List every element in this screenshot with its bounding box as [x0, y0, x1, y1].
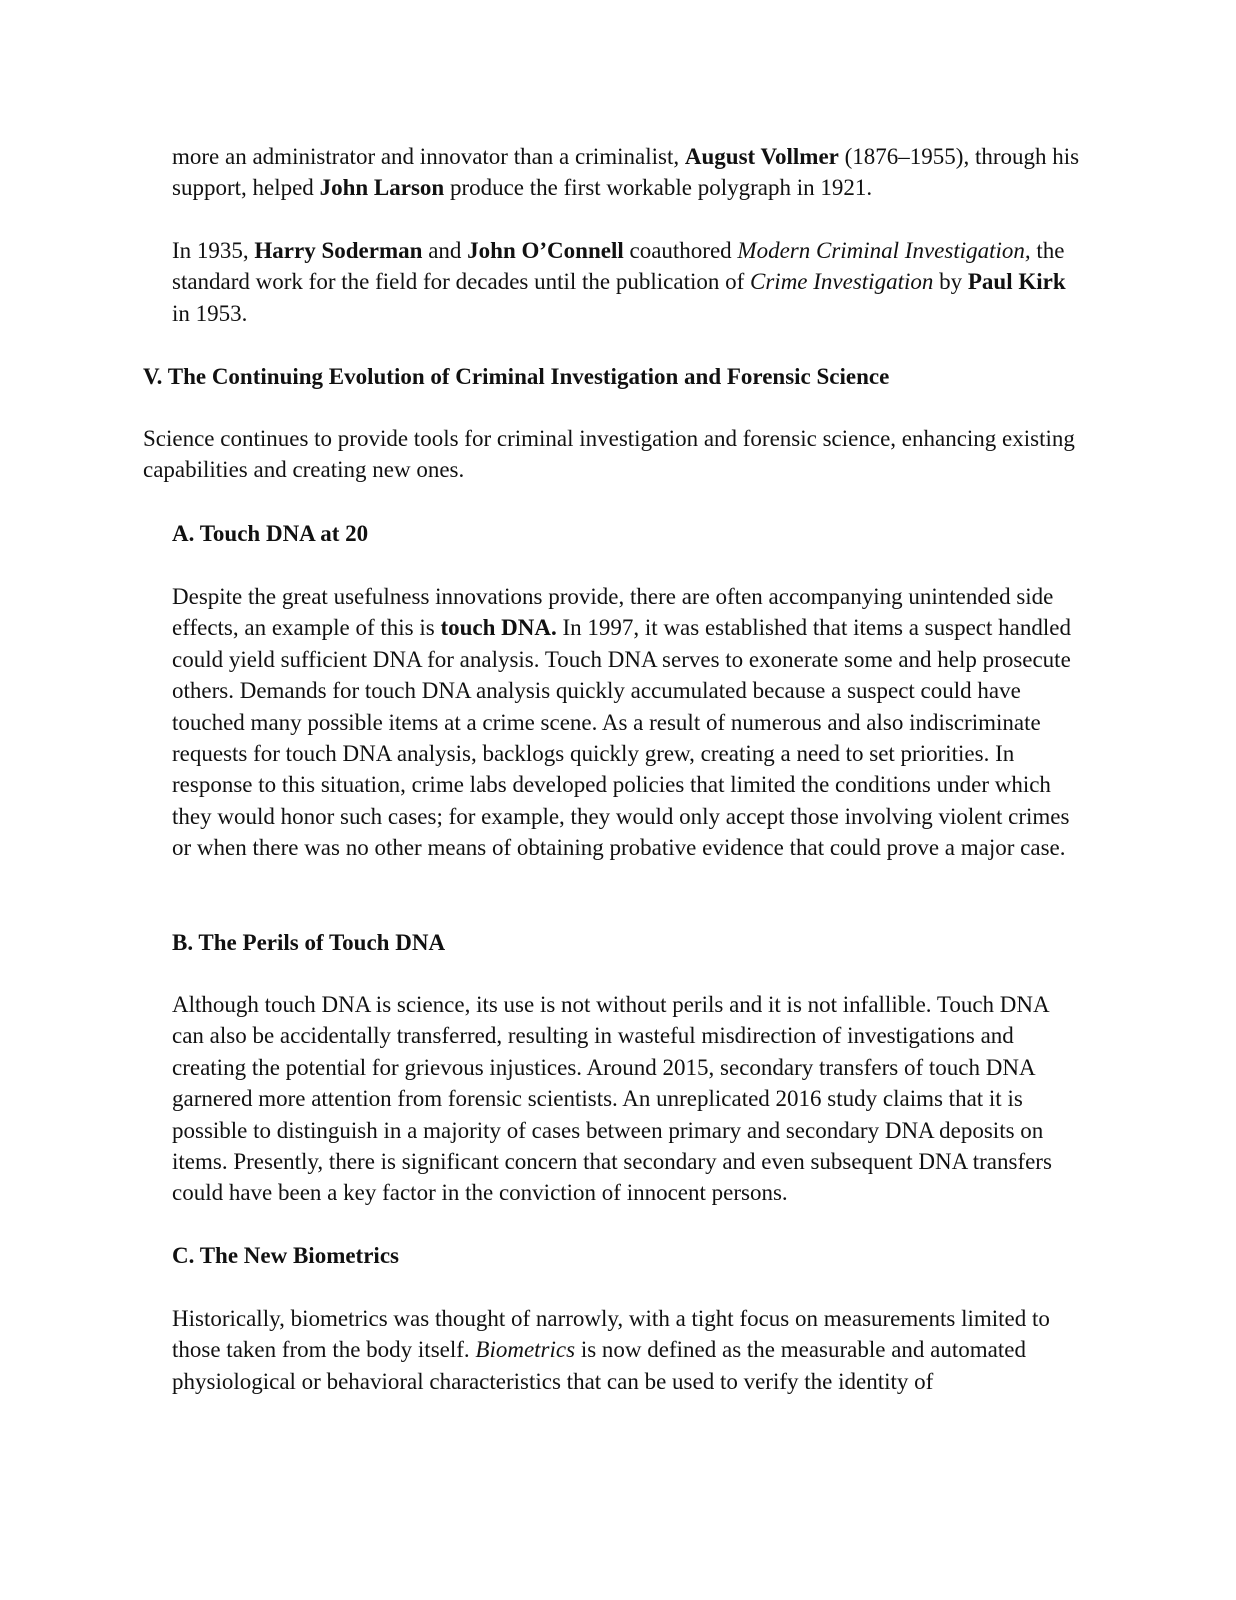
title-modern-criminal-investigation: Modern Criminal Investigation,	[737, 238, 1031, 263]
section-b-heading: B. The Perils of Touch DNA	[172, 930, 446, 955]
section-v-intro: Science continues to provide tools for criminal investigation and forensic science, enhancing existing capabilities and creating new ones.	[143, 426, 1075, 483]
paragraph-soderman	[172, 235, 1082, 329]
text-run: In 1997, it was established that items a suspect handled could yield sufficient DNA for analysis. Touch DNA serves to exonerate some and help prosecute others. Demands for touch DNA analysis quickly accumulated because a suspect could have touched many possible items at a crime scene. As a result of numerous and also indiscriminate requests for touch DNA analysis, backlogs quickly grew, creating a need to set priorities. In response to this situation, crime labs developed policies that limited the conditions under which they would honor such cases; for example, they would only accept those involving violent crimes or when there was no other means of obtaining probative evidence that could prove a major case.	[172, 615, 1071, 861]
text-run: Despite the great usefulness innovations provide, there are often accompanying unintended side effects, an example of this is	[172, 584, 1054, 641]
section-a-body	[172, 581, 1082, 864]
text-run: and	[422, 238, 468, 263]
section-c-body	[172, 1303, 1082, 1397]
name-august-vollmer: August Vollmer	[684, 144, 839, 169]
paragraph-vollmer	[172, 141, 1082, 204]
text-run: by	[933, 269, 968, 295]
section-a-heading: A. Touch DNA at 20	[172, 521, 369, 546]
text-run: the standard work for the field for decades until the publication of	[172, 238, 1065, 295]
name-harry-soderman: Harry Soderman	[254, 238, 423, 263]
name-john-larson: John Larson	[319, 175, 445, 201]
section-v-heading: V. The Continuing Evolution of Criminal Investigation and Forensic Science	[143, 364, 890, 389]
text-run: is now defined as the measurable and automated physiological or behavioral characteristics that can be used to verify the identity of	[172, 1337, 1026, 1394]
text-run: produce the first workable polygraph in 1921.	[444, 175, 873, 201]
title-crime-investigation: Crime Investigation	[750, 269, 934, 295]
text-run: in 1953.	[172, 300, 248, 326]
section-b-body: Although touch DNA is science, its use is not without perils and it is not infallible. Touch DNA can also be accidentally transferred, resulting in wasteful misdirection of investigations and creating the potential for grievous injustices. Around 2015, secondary transfers of touch DNA garnered more attention from forensic scientists. An unreplicated 2016 study claims that it is possible to distinguish in a majority of cases between primary and secondary DNA deposits on items. Presently, there is significant concern that secondary and even subsequent DNA transfers could have been a key factor in the conviction of innocent persons.	[172, 992, 1052, 1206]
name-paul-kirk: Paul Kirk	[967, 269, 1066, 295]
section-c-heading: C. The New Biometrics	[172, 1243, 399, 1268]
name-john-oconnell: John O’Connell	[467, 238, 624, 263]
text-run: more an administrator and innovator than a criminalist,	[172, 144, 685, 169]
text-run: coauthored	[623, 238, 738, 263]
term-touch-dna: touch DNA.	[440, 615, 557, 641]
text-run: In 1935,	[172, 238, 255, 263]
text-run: Historically, biometrics was thought of narrowly, with a tight focus on measurements limited to those taken from the body itself.	[172, 1306, 1050, 1363]
text-run: (1876–1955), through his support, helped	[172, 144, 1080, 201]
term-biometrics: Biometrics	[475, 1337, 576, 1363]
